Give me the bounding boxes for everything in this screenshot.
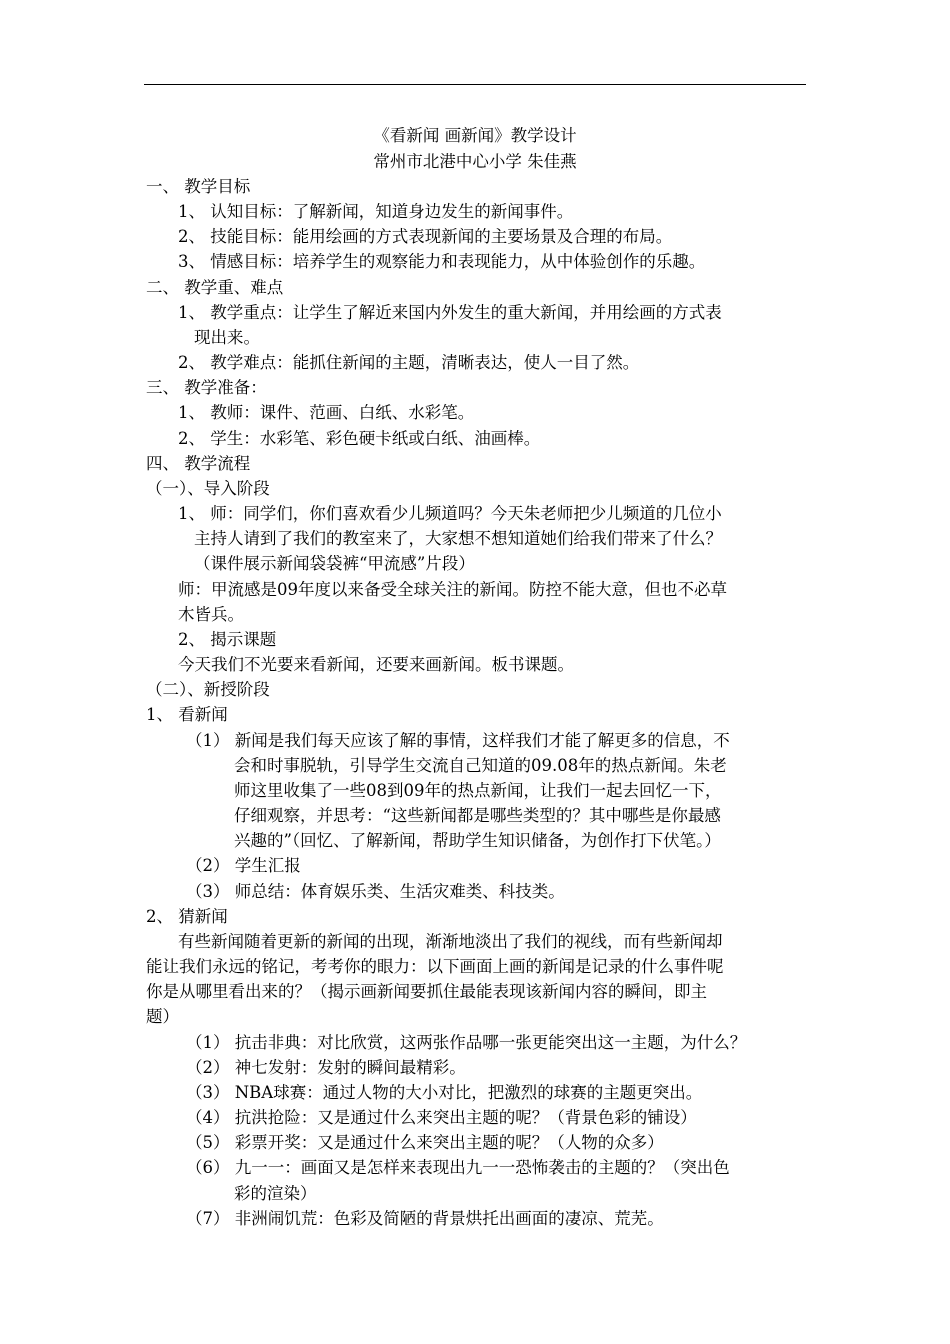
subsection-heading: （一）、导入阶段 bbox=[146, 479, 270, 498]
document-author: 常州市北港中心小学 朱佳燕 bbox=[373, 152, 577, 171]
text-line: 你是从哪里看出来的？（揭示画新闻要抓住最能表现该新闻内容的瞬间，即主 bbox=[146, 982, 707, 1001]
text-line: （1） 新闻是我们每天应该了解的事情，这样我们才能了解更多的信息，不 bbox=[186, 731, 730, 750]
text-line: 2、 技能目标：能用绘画的方式表现新闻的主要场景及合理的布局。 bbox=[178, 227, 673, 246]
text-line: （课件展示新闻袋袋裤“甲流感”片段） bbox=[194, 554, 475, 573]
text-line: 兴趣的”（回忆、了解新闻，帮助学生知识储备，为创作打下伏笔。） bbox=[234, 831, 721, 850]
text-line: 能让我们永远的铭记，考考你的眼力：以下画面上画的新闻是记录的什么事件呢 bbox=[146, 957, 724, 976]
text-line: 木皆兵。 bbox=[178, 605, 244, 624]
section-heading: 二、 教学重、难点 bbox=[146, 278, 284, 297]
text-line: 会和时事脱轨，引导学生交流自己知道的09.08年的热点新闻。朱老 bbox=[234, 756, 727, 775]
text-line: 1、 看新闻 bbox=[146, 705, 228, 724]
text-line: 师这里收集了一些08到09年的热点新闻，让我们一起去回忆一下， bbox=[234, 781, 722, 800]
list-item: 彩的渲染） bbox=[234, 1184, 317, 1203]
text-line: 题） bbox=[146, 1007, 179, 1026]
text-line: 3、 情感目标：培养学生的观察能力和表现能力，从中体验创作的乐趣。 bbox=[178, 252, 706, 271]
text-line: 2、 猜新闻 bbox=[146, 907, 228, 926]
list-item: （7） 非洲闹饥荒：色彩及简陋的背景烘托出画面的凄凉、荒芜。 bbox=[186, 1209, 664, 1228]
text-line: 1、 认知目标：了解新闻，知道身边发生的新闻事件。 bbox=[178, 202, 574, 221]
list-item: （1） 抗击非典：对比欣赏，这两张作品哪一张更能突出这一主题，为什么？ bbox=[186, 1033, 747, 1052]
section-heading: 一、 教学目标 bbox=[146, 177, 251, 196]
text-line: 2、 学生：水彩笔、彩色硬卡纸或白纸、油画棒。 bbox=[178, 429, 541, 448]
document-title: 《看新闻 画新闻》教学设计 bbox=[373, 126, 577, 145]
text-line: 2、 揭示课题 bbox=[178, 630, 277, 649]
text-line: 今天我们不光要来看新闻，还要来画新闻。板书课题。 bbox=[178, 655, 574, 674]
list-item: （6） 九一一：画面又是怎样来表现出九一一恐怖袭击的主题的？（突出色 bbox=[186, 1158, 730, 1177]
subsection-heading: （二）、新授阶段 bbox=[146, 680, 270, 699]
text-line: 师：甲流感是09年度以来备受全球关注的新闻。防控不能大意，但也不必草 bbox=[178, 580, 727, 599]
section-heading: 四、 教学流程 bbox=[146, 454, 251, 473]
text-line: （3） 师总结：体育娱乐类、生活灾难类、科技类。 bbox=[186, 882, 565, 901]
list-item: （3） NBA球赛：通过人物的大小对比，把激烈的球赛的主题更突出。 bbox=[186, 1083, 703, 1102]
text-line: 有些新闻随着更新的新闻的出现，渐渐地淡出了我们的视线，而有些新闻却 bbox=[178, 932, 723, 951]
list-item: （2） 神七发射：发射的瞬间最精彩。 bbox=[186, 1058, 466, 1077]
text-line: 主持人请到了我们的教室来了，大家想不想知道她们给我们带来了什么？ bbox=[194, 529, 722, 548]
text-line: （2） 学生汇报 bbox=[186, 856, 301, 875]
header-rule bbox=[144, 84, 806, 85]
text-line: 1、 师：同学们，你们喜欢看少儿频道吗？今天朱老师把少儿频道的几位小 bbox=[178, 504, 722, 523]
text-line: 1、 教师：课件、范画、白纸、水彩笔。 bbox=[178, 403, 475, 422]
text-line: 现出来。 bbox=[194, 328, 260, 347]
section-heading: 三、 教学准备： bbox=[146, 378, 267, 397]
text-line: 仔细观察，并思考：“这些新闻都是哪些类型的？其中哪些是你最感 bbox=[234, 806, 721, 825]
text-line: 2、 教学难点：能抓住新闻的主题，清晰表达，使人一目了然。 bbox=[178, 353, 640, 372]
list-item: （5） 彩票开奖：又是通过什么来突出主题的呢？（人物的众多） bbox=[186, 1133, 664, 1152]
list-item: （4） 抗洪抢险：又是通过什么来突出主题的呢？（背景色彩的铺设） bbox=[186, 1108, 697, 1127]
text-line: 1、 教学重点：让学生了解近来国内外发生的重大新闻，并用绘画的方式表 bbox=[178, 303, 722, 322]
